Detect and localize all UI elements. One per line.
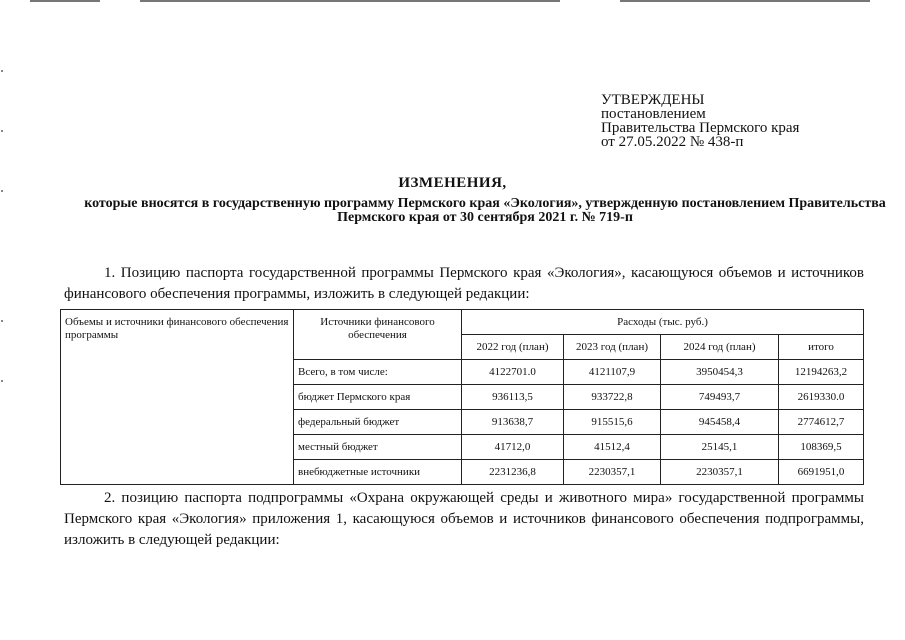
- scan-edge-line: [30, 0, 100, 2]
- table-cell-source: федеральный бюджет: [294, 410, 462, 435]
- table-cell-value: 4121107,9: [564, 360, 661, 385]
- table-cell-value: 2231236,8: [462, 460, 564, 485]
- scan-margin-mark: [1, 130, 3, 132]
- document-subtitle: которые вносятся в государственную программу Пермского края «Экология», утвержденную постановлением Правительства Пермского края от 30 сентября 2021 г. № 719-п: [84, 196, 886, 225]
- table-header-total: итого: [779, 335, 864, 360]
- table-cell-source: внебюджетные источники: [294, 460, 462, 485]
- table-header-year: 2022 год (план): [462, 335, 564, 360]
- table-cell-value: 2774612,7: [779, 410, 864, 435]
- table-header-year: 2023 год (план): [564, 335, 661, 360]
- table-cell-value: 2230357,1: [564, 460, 661, 485]
- table-cell-source: Всего, в том числе:: [294, 360, 462, 385]
- table-cell-source: местный бюджет: [294, 435, 462, 460]
- paragraph-2: [64, 488, 864, 551]
- table-cell-source: бюджет Пермского края: [294, 385, 462, 410]
- paragraph-1: [64, 263, 864, 305]
- scan-edge-line: [140, 0, 560, 2]
- table-cell-value: 6691951,0: [779, 460, 864, 485]
- table-cell-value: 2619330.0: [779, 385, 864, 410]
- table-cell-value: 25145,1: [661, 435, 779, 460]
- table-cell-value: 936113,5: [462, 385, 564, 410]
- table-cell-value: 915515,6: [564, 410, 661, 435]
- scan-margin-mark: [1, 380, 3, 382]
- table-cell-value: 108369,5: [779, 435, 864, 460]
- scan-edge-line: [620, 0, 870, 2]
- table-cell-value: 4122701.0: [462, 360, 564, 385]
- approval-stamp: [601, 93, 799, 149]
- scan-margin-mark: [1, 70, 3, 72]
- table-cell-value: 2230357,1: [661, 460, 779, 485]
- approval-line: Правительства Пермского края: [601, 120, 800, 136]
- table-cell-value: 913638,7: [462, 410, 564, 435]
- financing-table: [60, 309, 864, 485]
- table-cell-value: 3950454,3: [661, 360, 779, 385]
- table-header-expenses: Расходы (тыс. руб.): [462, 310, 864, 335]
- approval-line: от 27.05.2022 № 438-п: [601, 134, 744, 150]
- scan-margin-mark: [1, 320, 3, 322]
- table-header-left: Объемы и источники финансового обеспечения программы: [61, 310, 294, 485]
- paragraph-1-text: 1. Позицию паспорта государственной программы Пермского края «Экология», касающуюся объемов и источников финансового обеспечения программы, изложить в следующей редакции:: [64, 265, 864, 302]
- table-header-sources: Источники финансового обеспечения: [294, 310, 462, 360]
- document-title: ИЗМЕНЕНИЯ,: [398, 175, 507, 191]
- table-cell-value: 12194263,2: [779, 360, 864, 385]
- approval-line: УТВЕРЖДЕНЫ: [601, 92, 705, 108]
- table-cell-value: 945458,4: [661, 410, 779, 435]
- table-cell-value: 41712,0: [462, 435, 564, 460]
- table-cell-value: 933722,8: [564, 385, 661, 410]
- approval-line: постановлением: [601, 106, 706, 122]
- table-header-year: 2024 год (план): [661, 335, 779, 360]
- table-cell-value: 41512,4: [564, 435, 661, 460]
- table-cell-value: 749493,7: [661, 385, 779, 410]
- paragraph-2-text: 2. позицию паспорта подпрограммы «Охрана окружающей среды и животного мира» государственной программы Пермского края «Экология» приложения 1, касающуюся объемов и источников финансового обеспечения подпрограммы, изложить в следующей редакции:: [64, 490, 864, 548]
